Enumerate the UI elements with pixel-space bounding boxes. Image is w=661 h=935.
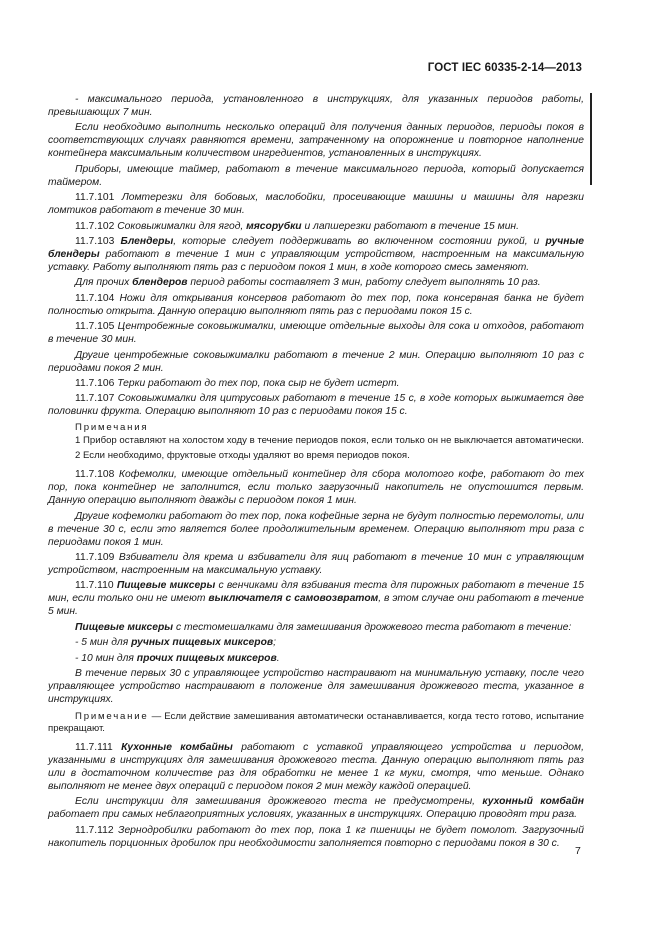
paragraph: Если инструкции для замешивания дрожжевого теста не предусмотрены, кухонный комбайн работает при самых неблагоприятных условиях, указанных в инструкциях. Операцию проводят три раза. <box>48 796 585 821</box>
note-item: 2 Если необходимо, фруктовые отходы удаляют во время периодов покоя. <box>75 450 410 462</box>
clause-11-7-106: 11.7.106 Терки работают до тех пор, пока сыр не будет истерт. <box>75 377 400 389</box>
change-bar <box>590 93 592 185</box>
clause-11-7-111: 11.7.111 Кухонные комбайны работают с уставкой управляющего устройства и периодом, указанными в инструкциях для замешивания дрожжевого теста. Данную операцию выполняют пять раз или в достаточном количестве раз для обработки не менее 1 кг муки, смотря, что меньше. Однако выполняют не менее двух операций с периодом покоя 2 мин между каждой операцией. <box>48 742 584 793</box>
paragraph: Если необходимо выполнить несколько операций для получения данных периодов, периоды покоя в соответствующих случаях равняются времени, затраченному на опорожнение и повторное наполнение контейнера максимальным количеством ингредиентов, установленных в инструкциях. <box>48 122 584 160</box>
paragraph: Пищевые миксеры с тестомешалками для замешивания дрожжевого теста работают в течение: <box>75 621 572 633</box>
clause-11-7-112: 11.7.112 Зернодробилки работают до тех пор, пока 1 кг пшеницы не будет помолот. Загрузочный накопитель порционных дробилок при необходимости заполняется повторно с периодами покоя в 30 с. <box>48 824 584 849</box>
list-item: - 5 мин для ручных пищевых миксеров; <box>75 637 276 649</box>
note-single: Примечание — Если действие замешивания автоматически останавливается, когда тесто готово, испытание прекращают. <box>48 711 584 735</box>
clause-11-7-109: 11.7.109 Взбиватели для крема и взбиватели для яиц работают в течение 10 мин с управляющим устройством, настроенным на максимальную уставку. <box>48 552 584 577</box>
paragraph: Для прочих блендеров период работы составляет 3 мин, работу следует выполнять 10 раз. <box>75 277 541 289</box>
document-header: ГОСТ IEC 60335-2-14—2013 <box>427 62 582 74</box>
clause-11-7-108: 11.7.108 Кофемолки, имеющие отдельный контейнер для сбора молотого кофе, работают до тех пор, пока контейнер не заполнится, если только загрузочный накопитель не опустошится первым. Данную операцию выполняют дважды с периодом покоя 1 мин. <box>48 469 584 507</box>
note-item: 1 Прибор оставляют на холостом ходу в течение периодов покоя, если только он не выключается автоматически. <box>75 435 584 447</box>
clause-11-7-103: 11.7.103 Блендеры, которые следует поддерживать во включенном состоянии рукой, и ручные блендеры работают в течение 1 мин с управляющим устройством, настроенным на максимальную уставку. Работу выполняют пять раз с периодом покоя 1 мин, в ходе которого смесь заменяют. <box>48 235 584 273</box>
clause-11-7-105: 11.7.105 Центробежные соковыжималки, имеющие отдельные выходы для сока и отходов, работают в течение 30 мин. <box>48 321 584 346</box>
clause-11-7-102: 11.7.102 Соковыжималки для ягод, мясорубки и лапшерезки работают в течение 15 мин. <box>75 220 519 232</box>
page-content <box>48 93 585 852</box>
clause-11-7-110: 11.7.110 Пищевые миксеры с венчиками для взбивания теста для пирожных работают в течение 15 мин, если только они не имеют выключателя с самовозвратом, в этом случае они работают в течение 5 мин. <box>48 580 584 618</box>
paragraph: Другие центробежные соковыжималки работают в течение 2 мин. Операцию выполняют 10 раз с периодами покоя 2 мин. <box>48 349 584 374</box>
notes-heading: Примечания <box>75 422 149 434</box>
paragraph: - максимального периода, установленного в инструкциях, для указанных периодов работы, превышающих 7 мин. <box>48 94 584 118</box>
clause-11-7-101: 11.7.101 Ломтерезки для бобовых, маслобойки, просеивающие машины и машины для нарезки ломтиков работают в течение 30 мин. <box>48 192 584 217</box>
clause-11-7-104: 11.7.104 Ножи для открывания консервов работают до тех пор, пока консервная банка не будет полностью открыта. Данную операцию выполняют пять раз с периодами покоя 15 с. <box>48 292 584 317</box>
paragraph: В течение первых 30 с управляющее устройство настраивают на минимальную уставку, после чего управляющее устройство настраивают в положение для замешивания дрожжевого теста, указанное в инструкциях. <box>48 668 584 706</box>
clause-11-7-107: 11.7.107 Соковыжималки для цитрусовых работают в течение 15 с, в ходе которых выжимается две половинки фрукта. Операцию выполняют 10 раз с периодами покоя 15 с. <box>48 393 584 418</box>
paragraph: Приборы, имеющие таймер, работают в течение максимального периода, который допускается таймером. <box>48 163 584 188</box>
page-number: 7 <box>575 845 581 857</box>
paragraph: Другие кофемолки работают до тех пор, пока кофейные зерна не будут полностью перемолоты, или в течение 30 с, если это является более продолжительным временем. Операцию выполняют три раза с периодами покоя 1 мин. <box>48 510 584 548</box>
list-item: - 10 мин для прочих пищевых миксеров. <box>75 652 280 664</box>
